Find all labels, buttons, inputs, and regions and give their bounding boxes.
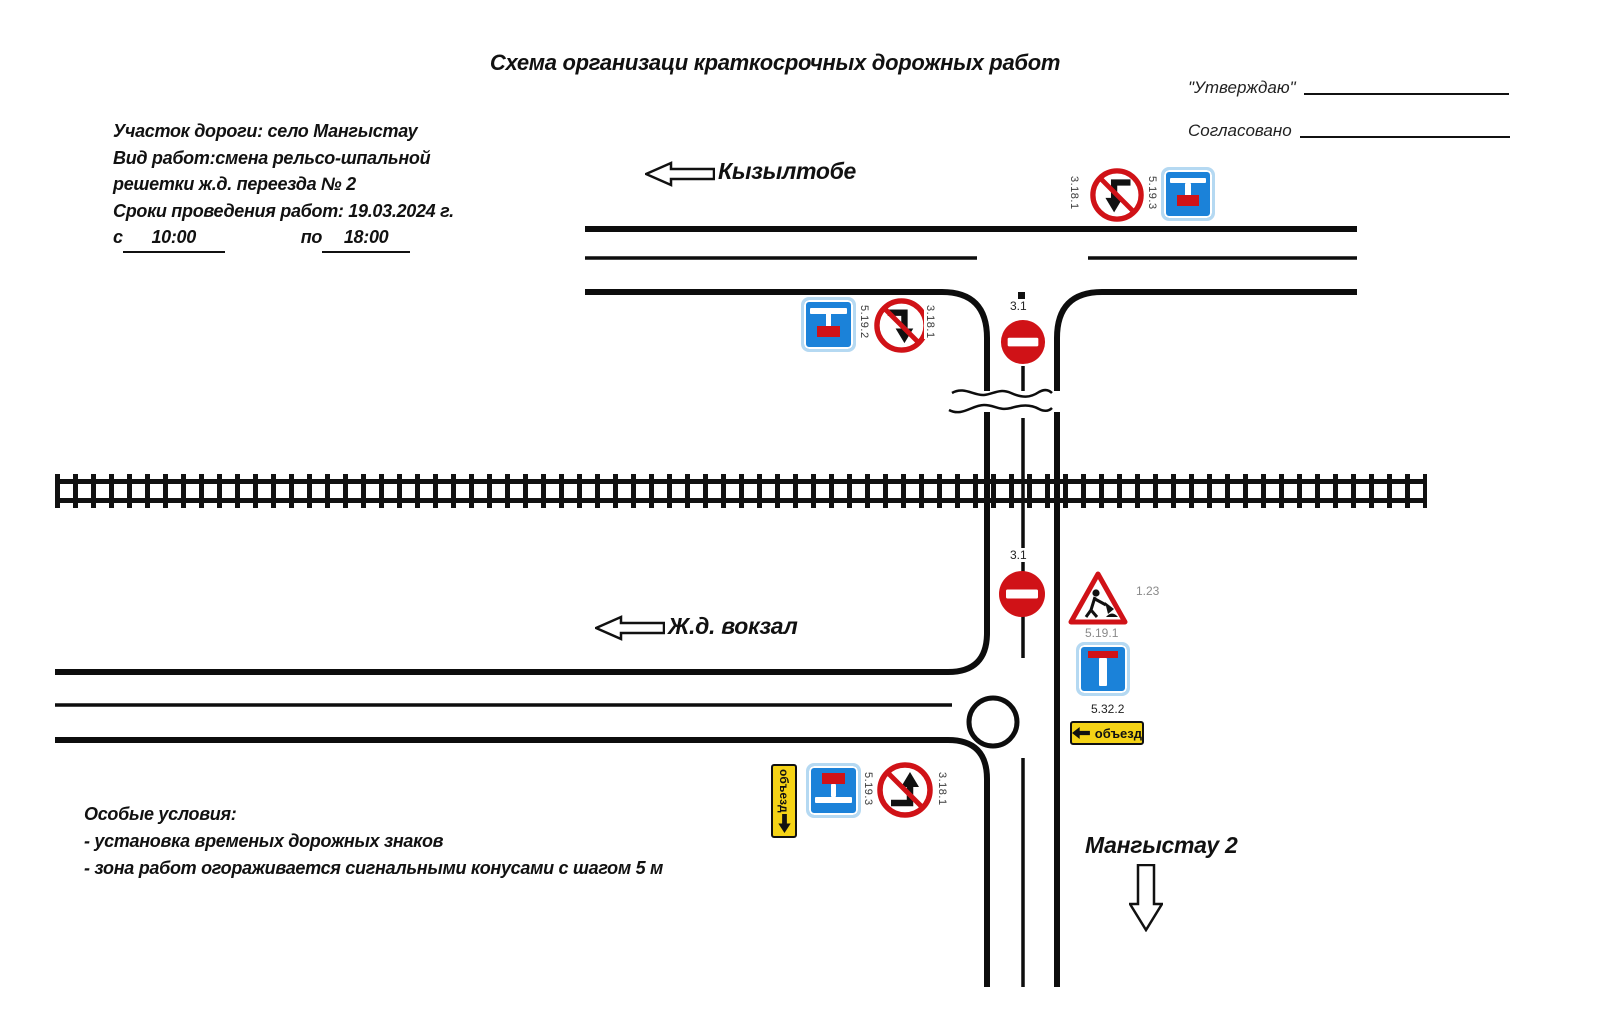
work-info-block xyxy=(113,118,454,253)
detour-word: объезд xyxy=(1094,725,1142,741)
arrow-left-kyzyltobe xyxy=(645,161,715,187)
approve-label: "Утверждаю" xyxy=(1188,78,1296,97)
work-hours-line xyxy=(113,224,454,253)
to-time: 18:00 xyxy=(322,224,410,253)
sign-code-no-turn-top: 3.18.1 xyxy=(1068,176,1080,210)
special-conditions-block xyxy=(84,801,663,882)
detour-sign-horizontal xyxy=(1070,721,1144,745)
top-road-south-edge-right xyxy=(1057,292,1357,391)
sign-code-no-turn-bottom: 3.18.1 xyxy=(936,772,948,806)
special-conditions-item-1: - установка временых дорожных знаков xyxy=(84,831,444,851)
special-conditions-header: Особые условия: xyxy=(84,804,237,824)
direction-south-label: Мангыстау 2 xyxy=(1085,832,1238,858)
from-time: 10:00 xyxy=(123,224,225,253)
roundabout xyxy=(969,698,1017,746)
detour-left-arrow-icon xyxy=(1072,726,1091,740)
sign-code-no-entry-2: 3.1 xyxy=(1010,548,1027,562)
sign-code-detour: 5.32.2 xyxy=(1091,702,1125,716)
no-turn-sign-mid-icon xyxy=(874,298,929,353)
no-entry-sign-1-icon xyxy=(1000,319,1046,365)
no-turn-sign-top-icon xyxy=(1090,168,1144,222)
agree-row xyxy=(1188,121,1510,141)
work-type-line1: Вид работ:смена рельсо-шпальной xyxy=(113,147,431,168)
no-turn-sign-bottom-icon xyxy=(877,762,933,818)
agree-label: Согласовано xyxy=(1188,121,1292,140)
sign-code-dead-end-top: 5.19.3 xyxy=(1146,176,1158,210)
special-conditions-item-2: - зона работ огораживается сигнальными конусами с шагом 5 м xyxy=(84,858,664,878)
detour-word-vertical: объезд xyxy=(777,768,791,813)
break-squiggle-bottom xyxy=(949,405,1052,412)
railway-rail-top xyxy=(55,479,1427,484)
to-label: по xyxy=(300,227,323,247)
road-works-sign-icon xyxy=(1068,570,1128,626)
no-entry-sign-2-icon xyxy=(998,570,1046,618)
page-title: Схема организаци краткосрочных дорожных работ xyxy=(489,50,1061,75)
sign-code-road-works: 1.23 xyxy=(1136,584,1160,598)
road-section-line: Участок дороги: село Мангыстау xyxy=(113,121,418,141)
approve-row xyxy=(1188,78,1509,98)
break-squiggle-top xyxy=(952,390,1052,397)
sign-code-dead-end-mid: 5.19.2 xyxy=(858,305,870,339)
sign-code-dead-end-ahead: 5.19.1 xyxy=(1085,626,1119,640)
dead-end-sign-top-icon xyxy=(1161,167,1215,221)
sign-code-no-turn-mid: 3.18.1 xyxy=(924,305,936,339)
sign-code-dead-end-bottom: 5.19.3 xyxy=(862,772,874,806)
sign-post-dot xyxy=(1018,292,1025,299)
railway-rail-bottom xyxy=(55,498,1427,503)
dead-end-sign-mid-icon xyxy=(801,297,856,352)
dead-end-sign-bottom-icon xyxy=(806,763,861,818)
approve-signature-line xyxy=(1304,92,1509,95)
detour-sign-vertical xyxy=(771,764,797,838)
direction-west-label: Ж.д. вокзал xyxy=(668,613,798,639)
from-label: с xyxy=(113,227,123,247)
railway-track xyxy=(55,474,1427,508)
agree-signature-line xyxy=(1300,135,1510,138)
direction-north-label: Кызылтобе xyxy=(718,158,856,184)
vertical-road-west-edge xyxy=(55,412,987,672)
dead-end-ahead-sign-icon xyxy=(1076,642,1130,696)
sign-code-no-entry-1: 3.1 xyxy=(1010,299,1027,313)
work-dates-line: Сроки проведения работ: 19.03.2024 г. xyxy=(113,200,454,221)
arrow-down-mangystau xyxy=(1129,864,1163,932)
arrow-left-station xyxy=(595,615,665,641)
work-type-line2: решетки ж.д. переезда № 2 xyxy=(113,174,356,194)
detour-down-arrow-icon xyxy=(778,814,791,833)
